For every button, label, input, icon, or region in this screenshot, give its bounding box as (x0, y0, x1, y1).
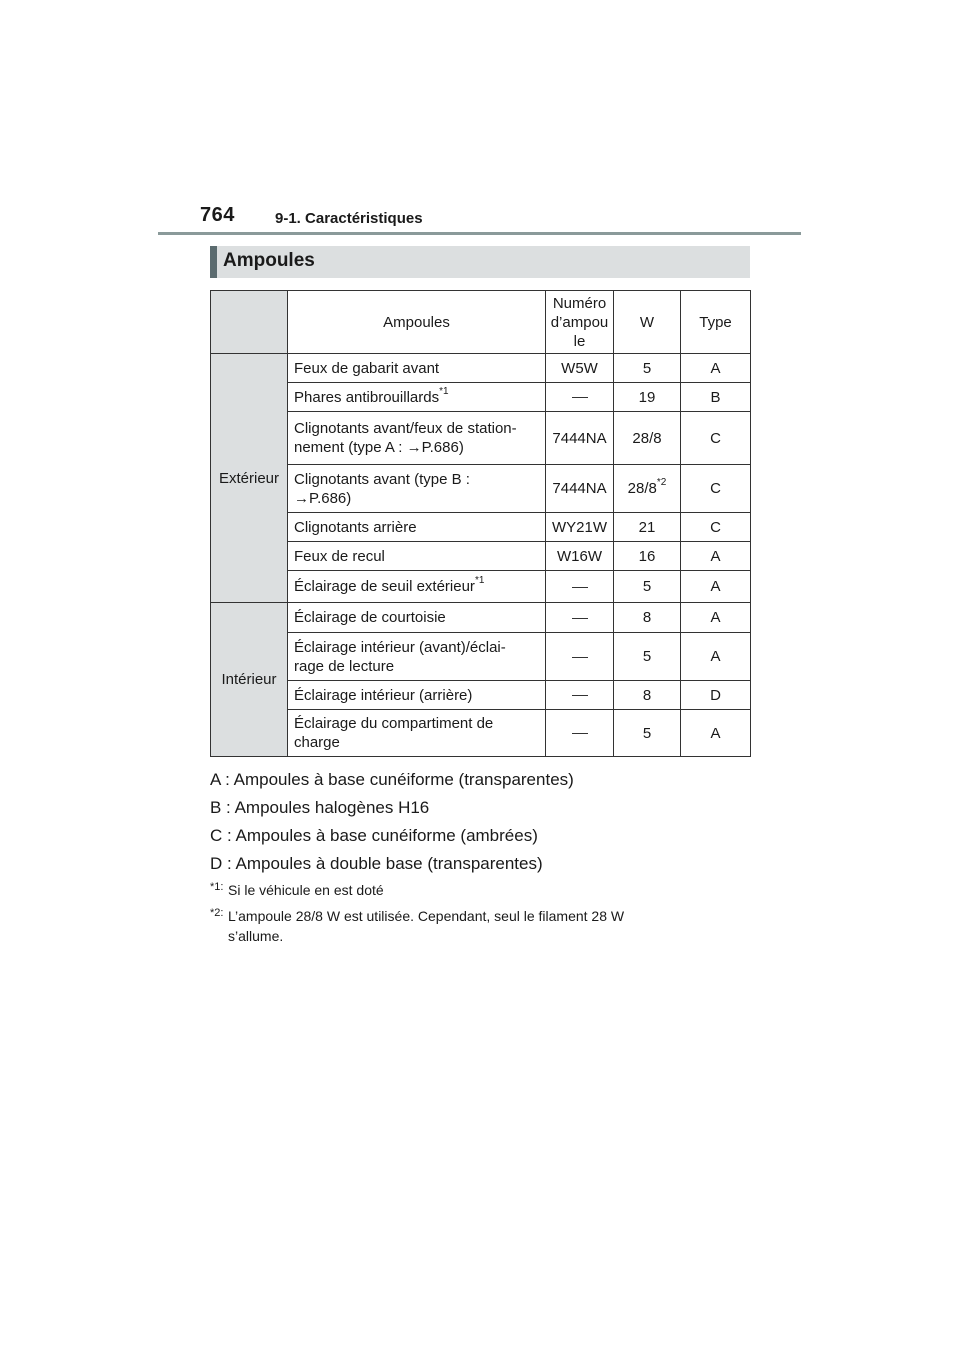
bulb-name-text: Clignotants avant/feux de station- nement (type A : →P.686) (294, 420, 517, 456)
table-row (211, 681, 751, 710)
column-header: Ampoules (288, 291, 546, 354)
bulb-name (288, 513, 546, 542)
table-row (211, 465, 751, 513)
column-header (211, 291, 288, 354)
page-number: 764 (200, 204, 235, 226)
bulb-number: 7444NA (546, 412, 614, 465)
dash-icon (572, 657, 588, 658)
footnote-ref: *1 (474, 575, 485, 586)
bulb-watts (614, 571, 681, 603)
bulb-watts (614, 465, 681, 513)
bulb-name-text: Éclairage de seuil extérieur (294, 578, 475, 595)
bulb-name (288, 603, 546, 633)
bulb-watts (614, 354, 681, 383)
bulb-number-none (546, 383, 614, 412)
legend-item: A : Ampoules à base cunéiforme (transparentes) (210, 770, 574, 789)
bulb-type: A (681, 571, 751, 603)
bulb-type: A (681, 542, 751, 571)
group-label: Intérieur (211, 603, 288, 757)
section-heading (210, 246, 750, 278)
footnotes (210, 880, 770, 952)
dash-icon (572, 397, 588, 398)
table-row (211, 354, 751, 383)
bulb-name (288, 633, 546, 681)
legend-item: D : Ampoules à double base (transparentes) (210, 854, 543, 873)
bulb-name (288, 412, 546, 465)
footnote-ref: *2 (656, 477, 667, 488)
bulb-number-none (546, 571, 614, 603)
table-row (211, 633, 751, 681)
bulb-watts-text: 21 (638, 518, 656, 536)
bulb-type: A (681, 603, 751, 633)
bulb-name-text: Éclairage intérieur (avant)/éclai- rage de lecture (294, 638, 506, 675)
footnote (210, 906, 770, 946)
footnote-mark: *1: (210, 881, 224, 893)
bulb-watts-text: 8 (642, 609, 652, 626)
table-row (211, 383, 751, 412)
bulb-name (288, 383, 546, 412)
bulb-name-text: Phares antibrouillards (294, 388, 440, 406)
bulb-type: B (681, 383, 751, 412)
column-header: Type (681, 291, 751, 354)
legend-item: B : Ampoules halogènes H16 (210, 798, 430, 817)
bulb-watts-text: 5 (642, 724, 652, 742)
chapter-title: 9-1. Caractéristiques (275, 210, 423, 227)
bulb-name-text: Éclairage de courtoisie (294, 609, 446, 626)
bulb-name-text: Feux de gabarit avant (294, 359, 440, 377)
table-row (211, 571, 751, 603)
bulb-number-none (546, 681, 614, 710)
bulb-type: D (681, 681, 751, 710)
bulb-number-none (546, 603, 614, 633)
bulb-name (288, 354, 546, 383)
section-title: Ampoules (223, 250, 315, 271)
bulb-watts (614, 681, 681, 710)
bulb-type: C (681, 412, 751, 465)
bulb-watts (614, 383, 681, 412)
bulb-type: A (681, 633, 751, 681)
dash-icon (572, 695, 588, 696)
bulb-watts-text: 19 (638, 388, 656, 406)
bulb-type: C (681, 465, 751, 513)
bulb-name-text: Clignotants arrière (294, 518, 417, 536)
bulb-type-legend (210, 768, 770, 880)
bulb-name-text: Clignotants avant (type B : →P.686) (294, 470, 470, 507)
section-accent-bar (210, 246, 217, 278)
bulb-number: 7444NA (546, 465, 614, 513)
bulb-watts-text: 5 (642, 359, 652, 377)
legend-item: C : Ampoules à base cunéiforme (ambrées) (210, 826, 538, 845)
table-row (211, 710, 751, 757)
bulb-watts-text: 16 (638, 547, 656, 565)
bulb-name (288, 681, 546, 710)
footnote-text: Si le véhicule en est doté (228, 882, 384, 898)
table-row (211, 513, 751, 542)
bulb-number-none (546, 710, 614, 757)
dash-icon (572, 618, 588, 619)
bulb-watts (614, 603, 681, 633)
bulb-watts-text: 28/8 (627, 480, 657, 497)
header-rule (158, 232, 801, 235)
footnote-ref: *1 (439, 385, 449, 397)
dash-icon (572, 733, 588, 734)
footnote-text: L’ampoule 28/8 W est utilisée. Cependant, seul le filament 28 W s’allume. (228, 908, 625, 944)
bulb-name (288, 710, 546, 757)
footnote-mark: *2: (210, 907, 224, 919)
table-header-row (211, 291, 751, 354)
column-header: Numéro d’ampou le (546, 291, 614, 354)
table-row (211, 542, 751, 571)
bulb-watts (614, 542, 681, 571)
bulb-name (288, 465, 546, 513)
table-row (211, 412, 751, 465)
bulb-name-text: Éclairage du compartiment de charge (294, 715, 494, 751)
bulb-watts (614, 412, 681, 465)
bulb-number: W16W (546, 542, 614, 571)
bulb-name-text: Feux de recul (294, 547, 385, 565)
bulb-name-text: Éclairage intérieur (arrière) (294, 686, 473, 704)
bulb-type: A (681, 354, 751, 383)
table-row (211, 603, 751, 633)
bulb-watts-text: 5 (642, 648, 652, 665)
bulb-watts-text: 28/8 (632, 429, 662, 447)
bulb-watts (614, 513, 681, 542)
column-header: W (614, 291, 681, 354)
bulb-watts (614, 710, 681, 757)
bulb-type: A (681, 710, 751, 757)
footnote (210, 880, 770, 900)
bulb-watts-text: 8 (642, 686, 652, 704)
bulb-number: W5W (546, 354, 614, 383)
bulb-table (210, 290, 751, 757)
bulb-type: C (681, 513, 751, 542)
dash-icon (572, 587, 588, 588)
bulb-name (288, 542, 546, 571)
bulb-number-none (546, 633, 614, 681)
bulb-watts (614, 633, 681, 681)
bulb-watts-text: 5 (642, 578, 652, 595)
bulb-number: WY21W (546, 513, 614, 542)
group-label: Extérieur (211, 354, 288, 603)
bulb-name (288, 571, 546, 603)
